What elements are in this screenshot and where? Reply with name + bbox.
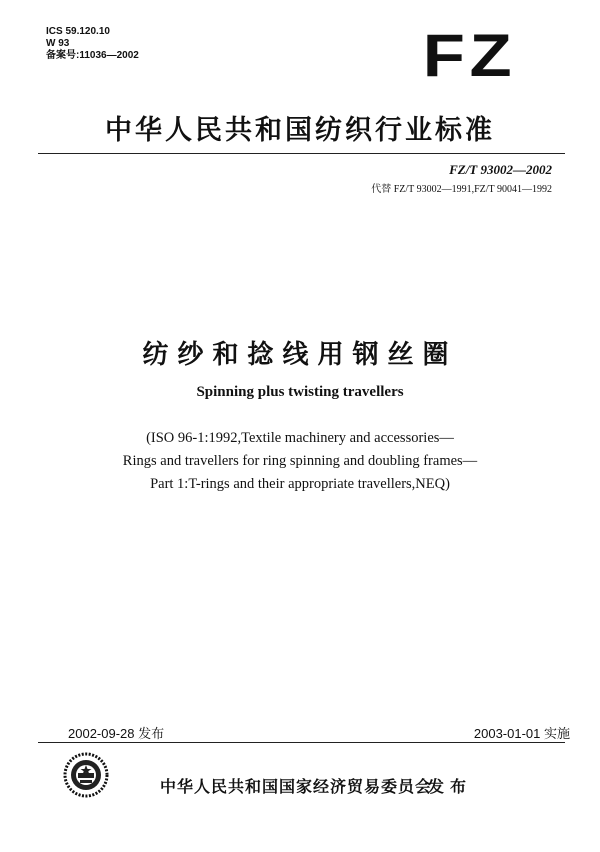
footer-divider (38, 742, 565, 743)
title-chinese: 纺纱和捻线用钢丝圈 (142, 340, 458, 370)
issuing-authority: 中华人民共和国国家经济贸易委员会 (160, 777, 433, 796)
fz-logo: FZ (422, 22, 516, 89)
header-divider (38, 153, 565, 154)
implementation-date: 2003-01-01 实施 (473, 726, 570, 741)
iso-reference-line: (ISO 96-1:1992,Textile machinery and accessories— (146, 430, 454, 446)
iso-reference-line: Rings and travellers for ring spinning and doubling frames— (122, 453, 478, 469)
issue-date: 2002-09-28 发布 (68, 726, 165, 741)
publish-label: 发布 (428, 777, 473, 796)
ics-code: ICS 59.120.10 (46, 26, 110, 37)
iso-reference-line: Part 1:T-rings and their appropriate travellers,NEQ) (150, 476, 450, 492)
record-number: 备案号:11036—2002 (46, 50, 139, 61)
standard-number: FZ/T 93002—2002 (449, 162, 552, 177)
organization-title: 中华人民共和国纺织行业标准 (105, 115, 495, 146)
title-english: Spinning plus twisting travellers (196, 384, 404, 400)
classification-code: W 93 (46, 38, 70, 49)
replaces-note: 代替 FZ/T 93002—1991,FZ/T 90041—1992 (371, 184, 552, 195)
national-emblem-icon (63, 752, 109, 798)
